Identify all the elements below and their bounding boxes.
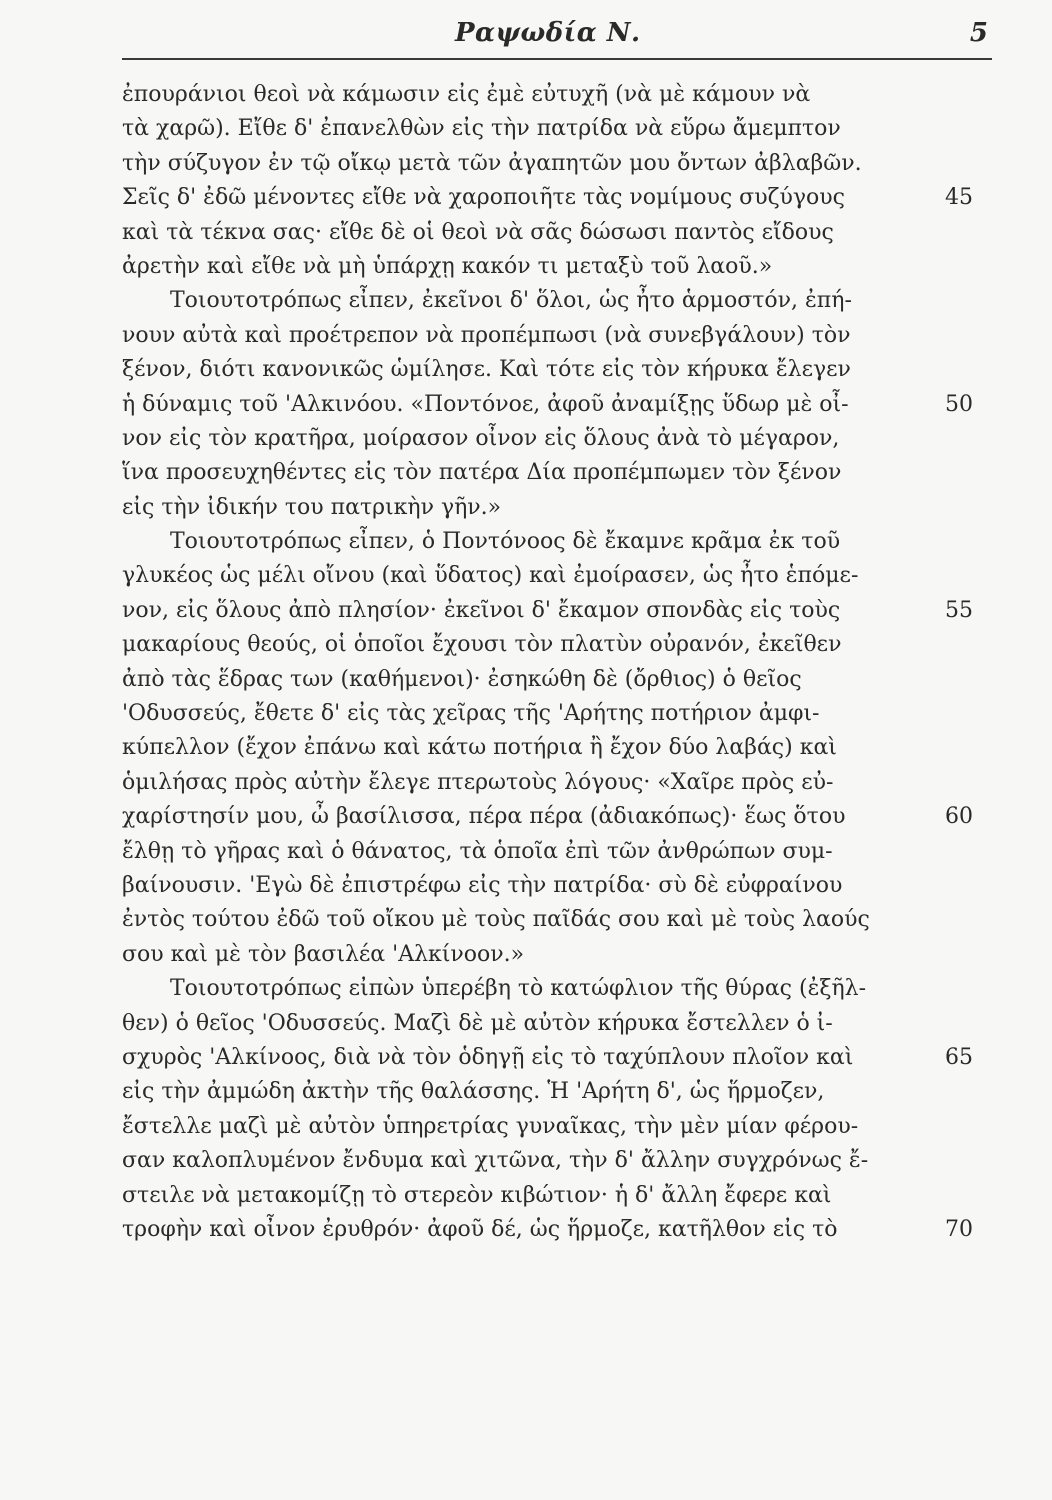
text-line: νον εἰς τὸν κρατῆρα, μοίρασον οἶνον εἰς ὅλους ἀνὰ τὸ μέγαρον, <box>122 425 840 451</box>
text-line: τὰ χαρῶ). Εἴθε δ' ἐπανελθὼν εἰς τὴν πατρίδα νὰ εὕρω ἄμεμπτον <box>122 116 841 142</box>
body-text <box>122 78 932 1247</box>
text-line: σαν καλοπλυμένον ἔνδυμα καὶ χιτῶνα, τὴν δ' ἄλλην συγχρόνως ἔ- <box>122 1148 869 1174</box>
text-line: ἐντὸς τούτου ἐδῶ τοῦ οἴκου μὲ τοὺς παῖδάς σου καὶ μὲ τοὺς λαούς <box>122 907 870 933</box>
header-rule <box>122 58 992 60</box>
text-line: εἰς τὴν ἀμμώδη ἀκτὴν τῆς θαλάσσης. Ἡ 'Αρήτη δ', ὡς ἥρμοζεν, <box>122 1079 825 1105</box>
line-number: 65 <box>945 1045 973 1071</box>
text-line: σχυρὸς 'Αλκίνοος, διὰ νὰ τὸν ὁδηγῇ εἰς τὸ ταχύπλουν πλοῖον καὶ <box>122 1044 854 1070</box>
line-number: 45 <box>945 185 973 211</box>
text-line: γλυκέος ὡς μέλι οἴνου (καὶ ὕδατος) καὶ ἐμοίρασεν, ὡς ἦτο ἑπόμε- <box>122 563 859 589</box>
text-line: νον, εἰς ὅλους ἀπὸ πλησίον· ἐκεῖνοι δ' ἔκαμον σπονδὰς εἰς τοὺς <box>122 597 841 623</box>
text-line: καὶ τὰ τέκνα σας· εἴθε δὲ οἱ θεοὶ νὰ σᾶς δώσωσι παντὸς εἴδους <box>122 219 834 245</box>
text-line: Τοιουτοτρόπως εἶπεν, ἐκεῖνοι δ' ὅλοι, ὡς ἦτο ἁρμοστόν, ἐπή- <box>170 288 852 314</box>
text-line: ἵνα προσευχηθέντες εἰς τὸν πατέρα Δία προπέμπωμεν τὸν ξένον <box>122 460 842 486</box>
text-line: τροφὴν καὶ οἶνον ἐρυθρόν· ἀφοῦ δέ, ὡς ἥρμοζε, κατῆλθον εἰς τὸ <box>122 1216 838 1242</box>
text-line: τὴν σύζυγον ἐν τῷ οἴκῳ μετὰ τῶν ἀγαπητῶν μου ὄντων ἀβλαβῶν. <box>122 150 862 176</box>
line-number: 55 <box>945 598 973 623</box>
line-number: 70 <box>945 1217 973 1243</box>
text-line: βαίνουσιν. 'Εγὼ δὲ ἐπιστρέφω εἰς τὴν πατρίδα· σὺ δὲ εὐφραίνου <box>122 872 843 898</box>
page-number: 5 <box>969 18 988 48</box>
running-title: Ραψωδία Ν. <box>455 18 641 48</box>
text-line: ἀρετὴν καὶ εἴθε νὰ μὴ ὑπάρχῃ κακόν τι μεταξὺ τοῦ λαοῦ.» <box>122 253 773 279</box>
page-header <box>122 18 992 58</box>
text-line: ἔλθῃ τὸ γῆρας καὶ ὁ θάνατος, τὰ ὁποῖα ἐπὶ τῶν ἀνθρώπων συμ- <box>122 838 833 864</box>
text-line: Τοιουτοτρόπως εἰπὼν ὑπερέβη τὸ κατώφλιον τῆς θύρας (ἐξῆλ- <box>170 976 867 1002</box>
text-line: χαρίστησίν μου, ὦ βασίλισσα, πέρα πέρα (ἀδιακόπως)· ἕως ὅτου <box>122 804 846 830</box>
text-line: ὁμιλήσας πρὸς αὐτὴν ἔλεγε πτερωτοὺς λόγους· «Χαῖρε πρὸς εὐ- <box>122 769 834 795</box>
text-line: θεν) ὁ θεῖος 'Οδυσσεύς. Μαζὶ δὲ μὲ αὐτὸν κήρυκα ἔστελλεν ὁ ἰ- <box>122 1010 833 1036</box>
text-line: ἀπὸ τὰς ἕδρας των (καθήμενοι)· ἐσηκώθη δὲ (ὄρθιος) ὁ θεῖος <box>122 666 802 692</box>
text-line: ξένον, διότι κανονικῶς ὡμίλησε. Καὶ τότε εἰς τὸν κήρυκα ἔλεγεν <box>122 357 851 383</box>
line-number: 50 <box>945 391 973 417</box>
text-line: 'Οδυσσεύς, ἔθετε δ' εἰς τὰς χεῖρας τῆς 'Αρήτης ποτήριον ἀμφι- <box>122 701 820 727</box>
text-line: στειλε νὰ μετακομίζῃ τὸ στερεὸν κιβώτιον· ἡ δ' ἄλλη ἔφερε καὶ <box>122 1182 832 1208</box>
text-line: σου καὶ μὲ τὸν βασιλέα 'Αλκίνοον.» <box>122 941 525 967</box>
text-line: νουν αὐτὰ καὶ προέτρεπον νὰ προπέμπωσι (νὰ συνεβγάλουν) τὸν <box>122 322 851 348</box>
text-line: Τοιουτοτρόπως εἶπεν, ὁ Ποντόνοος δὲ ἔκαμνε κρᾶμα ἐκ τοῦ <box>170 529 841 555</box>
text-line: Σεῖς δ' ἐδῶ μένοντες εἴθε νὰ χαροποιῆτε τὰς νομίμους συζύγους <box>122 185 845 211</box>
line-number: 60 <box>945 804 973 830</box>
text-line: κύπελλον (ἔχον ἐπάνω καὶ κάτω ποτήρια ἢ ἔχον δύο λαβάς) καὶ <box>122 735 837 761</box>
text-line: μακαρίους θεούς, οἱ ὁποῖοι ἔχουσι τὸν πλατὺν οὐρανόν, ἐκεῖθεν <box>122 632 842 658</box>
text-line: εἰς τὴν ἰδικήν του πατρικὴν γῆν.» <box>122 494 502 520</box>
text-line: ἔστελλε μαζὶ μὲ αὐτὸν ὑπηρετρίας γυναῖκας, τὴν μὲν μίαν φέρου- <box>122 1113 859 1139</box>
text-line: ἐπουράνιοι θεοὶ νὰ κάμωσιν εἰς ἐμὲ εὐτυχῆ (νὰ μὲ κάμουν νὰ <box>122 82 811 107</box>
text-line: ἡ δύναμις τοῦ 'Αλκινόου. «Ποντόνοε, ἀφοῦ ἀναμίξῃς ὕδωρ μὲ οἶ- <box>122 391 849 417</box>
